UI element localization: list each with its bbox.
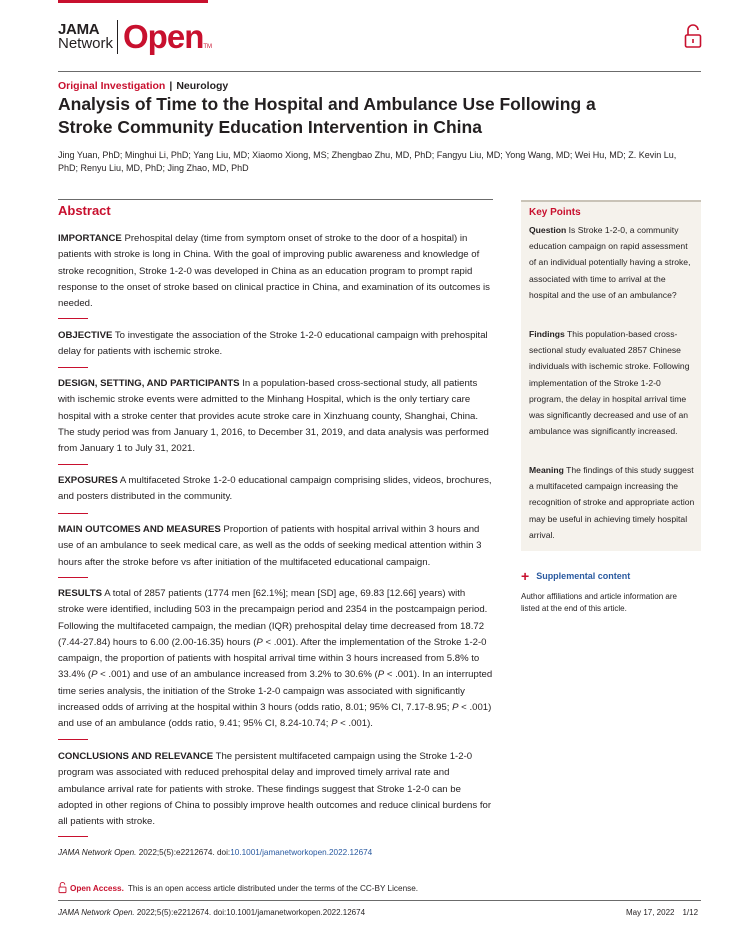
objective-section [58,328,493,361]
abstract-heading: Abstract [58,203,111,218]
abstract-top-rule [58,199,493,200]
key-points-heading: Key Points [529,207,581,218]
logo-open: Open [123,18,204,55]
p-value-symbol: P [377,669,385,681]
design-text: In a population-based cross-sectional study, all patients with ischemic stroke events were admitted to the Minhang Hospital, which is the only tertiary care hospital with a stroke center that provides acute stroke care in Xinzhuang county, Shanghai, China. The study period was from January 1, 2016, to December 31, 2019, and data analysis was performed from January 1 to July 31, 2021. [58,378,489,455]
logo-jama: JAMA [58,21,100,38]
footer-ref: 2022;5(5):e2212674. doi:10.1001/jamanetworkopen.2022.12674 [134,908,366,917]
section-divider [58,367,88,368]
citation [58,848,372,857]
section-divider [58,836,88,837]
affiliations-note: Author affiliations and article information are listed at the end of this article. [521,592,677,613]
exposures-text: A multifaceted Stroke 1-2-0 educational campaign comprising slides, videos, brochures, and posters distributed in the community. [58,475,492,503]
conclusions-section [58,749,493,830]
citation-ref: 2022;5(5):e2212674. doi: [136,848,231,857]
outcomes-label: MAIN OUTCOMES AND MEASURES [58,524,221,535]
question-label: Question [529,225,567,235]
article-category: Neurology [176,80,229,92]
results-text-1: A total of 2857 patients (1774 men [62.1%]; mean [SD] age, 69.83 [12.66] years) with stroke were identified, including 503 in the precampaign period and 2354 in the postcampaign period. Following the multifaceted campaign, the median (IQR) prehospital delay time decreased from 18.72 (7.44-27.84) hours to 6.00 (2.00-16.35) hours ( [58,588,488,648]
p-value-symbol: P [91,669,98,681]
open-access-lock-icon[interactable] [684,24,702,50]
section-divider [58,577,88,578]
outcomes-text: Proportion of patients with hospital arrival within 3 hours and use of an ambulance to seek medical care, as well as the odds of seeking medical attention within 3 hours after the stroke before vs after initiation of the multifaceted educational campaign. [58,524,482,568]
footer-rule [58,900,701,901]
top-accent-bar [58,0,208,3]
results-text-4: < .001). In an interrupted time series analysis, the initiation of the Stroke 1-2-0 campaign was associated with significantly increased odds of arriving at the hospital within 3 hours (odds ratio, 8.01; 95% CI, 7.17-8.95; [58,669,493,714]
importance-text: Prehospital delay (time from symptom onset of stroke to the door of a hospital) in patients with stroke is long in China. With the goal of improving public awareness and knowledge of stroke recognition, Stroke 1-2-0 was developed in China as an education program to prompt rapid response to the onset of stroke based on clinical practice in China, and examination of its outcomes is needed. [58,233,490,310]
key-point-meaning [529,462,695,543]
p-value-symbol: P [256,636,263,648]
doi-link[interactable]: 10.1001/jamanetworkopen.2022.12674 [230,848,373,857]
importance-label: IMPORTANCE [58,233,122,244]
design-label: DESIGN, SETTING, AND PARTICIPANTS [58,378,240,389]
page-number: 1/12 [682,908,699,917]
results-text-5: < .001) and use of an ambulance (odds ratio, 9.41; 95% CI, 8.24-10.74; [58,702,492,730]
p-value-symbol: P [452,702,459,714]
author-list: Jing Yuan, PhD; Minghui Li, PhD; Yang Liu, MD; Xiaomo Xiong, MS; Zhengbao Zhu, MD, PhD; Fangyu Liu, MD; Yong Wang, MD; Wei Hu, MD; Z. Kevin Lu, PhD; Renyu Liu, MD, PhD; Jing Zhao, MD, PhD [58,150,677,173]
objective-label: OBJECTIVE [58,330,113,341]
jama-network-open-logo[interactable] [58,18,212,56]
objective-text: To investigate the association of the Stroke 1-2-0 educational campaign with prehospital delay for patients with ischemic stroke. [58,330,488,358]
footer-citation [58,908,365,917]
conclusions-label: CONCLUSIONS AND RELEVANCE [58,751,214,762]
results-section [58,586,493,733]
separator: | [169,80,173,92]
article-type-line [58,80,228,92]
importance-section [58,231,493,312]
results-label: RESULTS [58,588,103,599]
footer-date-page [626,908,706,917]
section-divider [58,739,88,740]
citation-journal: JAMA Network Open. [58,848,137,857]
conclusions-text: The persistent multifaceted campaign using the Stroke 1-2-0 program was associated with reduced prehospital delay and improved timely arrival rate and ambulance arrival rate for patients with stroke. These findings suggest that Stroke 1-2-0 can be adopted in other regions of China to possibly improve health outcomes and reduce clinical burdens for all patients with stroke. [58,751,492,828]
results-text-3: < .001) and use of an ambulance increased from 3.2% to 30.6% ( [97,669,378,681]
logo-network: Network [58,35,114,52]
logo-divider [117,20,118,54]
footer-journal: JAMA Network Open. [58,908,135,917]
key-point-findings [529,326,695,439]
exposures-section [58,473,493,506]
outcomes-section [58,522,493,571]
header-rule [58,71,701,72]
results-text-2: < .001). After the implementation of the Stroke 1-2-0 campaign, the proportion of patients with hospital arrival time within 3 hours increased from 5.8% to 33.4% ( [58,636,487,681]
exposures-label: EXPOSURES [58,475,118,486]
logo-wordmark [58,23,113,51]
section-divider [58,464,88,465]
open-access-lock-icon [58,882,67,894]
design-section [58,376,493,457]
article-type[interactable]: Original Investigation [58,80,166,92]
supplemental-content-link[interactable] [521,568,630,584]
findings-label: Findings [529,329,565,339]
findings-text: This population-based cross-sectional study evaluated 2857 Chinese individuals with ischemic stroke. Following implementation of the Stroke 1-2-0 program, the delay in hospital arrival time was significantly decreased and use of an ambulance was significantly increased. [529,329,690,437]
open-access-text: This is an open access article distributed under the terms of the CC-BY License. [127,883,419,893]
logo-trademark: TM [203,44,213,50]
publication-date: May 17, 2022 [626,908,675,917]
article-title: Analysis of Time to the Hospital and Ambulance Use Following a Stroke Community Education Intervention in China [58,94,596,137]
key-point-question [529,222,695,303]
open-access-label: Open Access. [70,883,124,893]
supplemental-label: Supplemental content [536,571,631,581]
section-divider [58,513,88,514]
results-text-6: < .001). [337,718,373,730]
meaning-text: The findings of this study suggest a multifaceted campaign increasing the recognition of stroke and appropriate action may be useful in achieving timely hospital arrival. [529,465,695,540]
section-divider [58,318,88,319]
open-access-note [58,882,418,894]
p-value-symbol: P [331,718,338,730]
plus-icon: + [521,568,530,584]
meaning-label: Meaning [529,465,564,475]
question-text: Is Stroke 1-2-0, a community education campaign on rapid assessment of an individual potentially having a stroke, associated with time to arrival at the hospital and the use of an ambulance? [529,225,691,300]
